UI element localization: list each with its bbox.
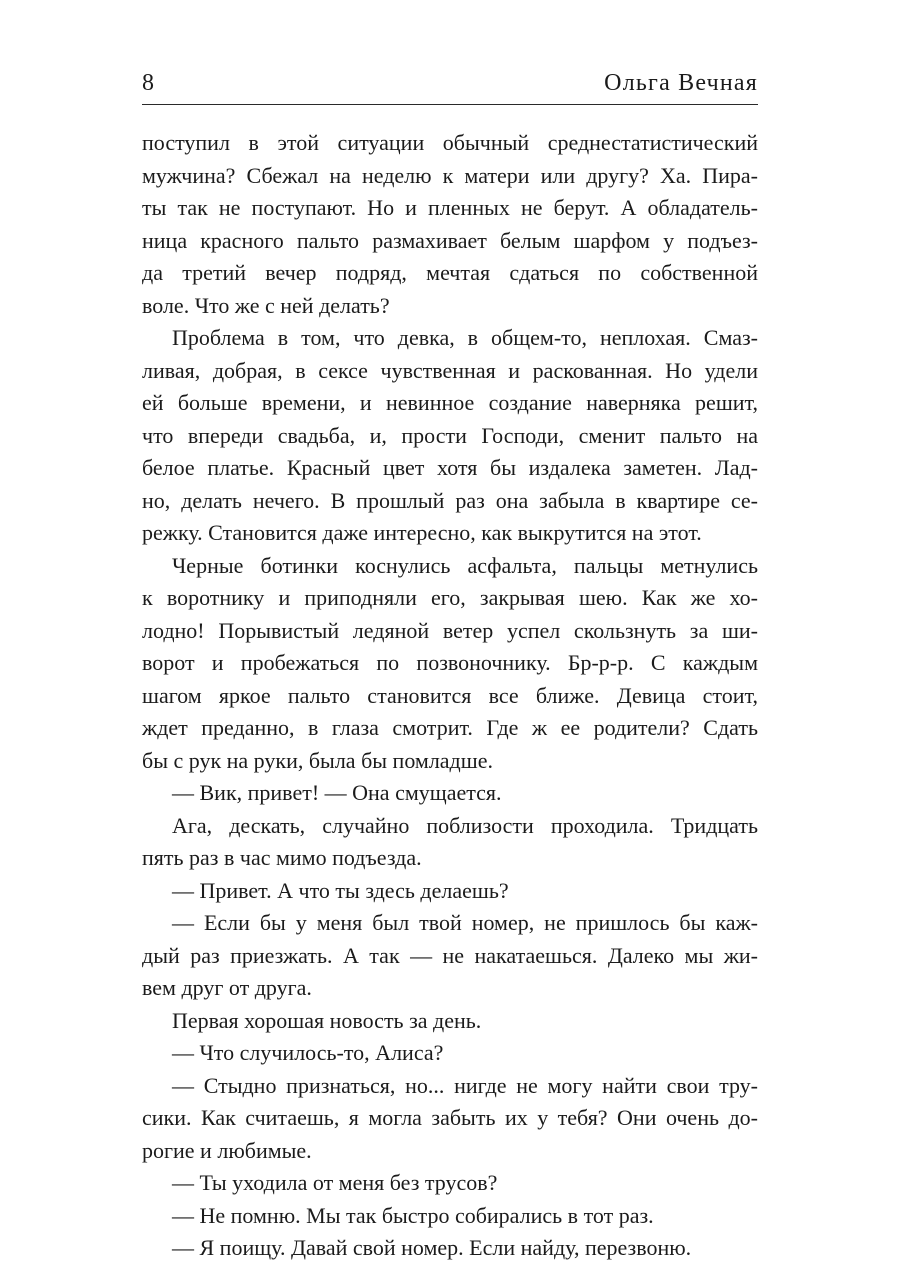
text-line: белое платье. Красный цвет хотя бы издалека заметен. Лад- [142, 455, 758, 480]
text-line: дый раз приезжать. А так — не накатаешься. Далеко мы жи- [142, 942, 758, 968]
running-header-author: Ольга Вечная [604, 70, 758, 96]
body-text [142, 127, 758, 1265]
text-line: ливая, добрая, в сексе чувственная и раскованная. Но удели [142, 357, 758, 383]
text-line: Черные ботинки коснулись асфальта, пальцы метнулись [172, 552, 758, 578]
text-line: но, делать нечего. В прошлый раз она забыла в квартире се- [142, 487, 758, 513]
text-line: ей больше времени, и невинное создание наверняка решит, [142, 390, 758, 415]
page-number: 8 [142, 70, 154, 96]
text-line: ница красного пальто размахивает белым шарфом у подъез- [142, 227, 758, 253]
text-line: — Что случилось-то, Алиса? [172, 1040, 444, 1065]
text-line: ворот и пробежаться по позвоночнику. Бр-р-р. С каждым [142, 650, 758, 675]
book-page [142, 0, 758, 1260]
running-header [142, 64, 758, 105]
text-line: — Привет. А что ты здесь делаешь? [172, 877, 509, 903]
text-line: мужчина? Сбежал на неделю к матери или другу? Ха. Пира- [142, 162, 758, 188]
text-line: — Не помню. Мы так быстро собирались в тот раз. [172, 1202, 654, 1228]
text-line: к воротнику и приподняли его, закрывая шею. Как же хо- [142, 585, 758, 610]
text-line: Проблема в том, что девка, в общем-то, неплохая. Смаз- [172, 325, 758, 350]
text-line: поступил в этой ситуации обычный среднестатистический [142, 130, 758, 155]
text-line: вем друг от друга. [142, 975, 312, 1000]
text-line: лодно! Порывистый ледяной ветер успел скользнуть за ши- [142, 617, 758, 643]
text-line: Первая хорошая новость за день. [172, 1007, 482, 1033]
text-line: — Если бы у меня был твой номер, не пришлось бы каж- [172, 910, 758, 935]
text-line: Ага, дескать, случайно поблизости проходила. Тридцать [172, 812, 758, 838]
text-line: пять раз в час мимо подъезда. [142, 845, 422, 870]
text-line: — Стыдно признаться, но... нигде не могу найти свои тру- [172, 1072, 758, 1098]
text-line: ты так не поступают. Но и пленных не берут. А обладатель- [142, 195, 758, 220]
text-line: ждет преданно, в глаза смотрит. Где ж ее родители? Сдать [142, 715, 758, 740]
text-line: воле. Что же с ней делать? [142, 292, 390, 318]
text-line: бы с рук на руки, была бы помладше. [142, 747, 493, 773]
text-line: да третий вечер подряд, мечтая сдаться по собственной [142, 260, 758, 285]
text-line: режку. Становится даже интересно, как выкрутится на этот. [142, 520, 702, 545]
text-line: рогие и любимые. [142, 1137, 312, 1163]
text-line: — Ты уходила от меня без трусов? [172, 1170, 498, 1195]
text-line: что впереди свадьба, и, прости Господи, сменит пальто на [142, 422, 758, 448]
text-line: шагом яркое пальто становится все ближе. Девица стоит, [142, 682, 758, 708]
text-line: — Я поищу. Давай свой номер. Если найду, перезвоню. [172, 1235, 692, 1260]
text-line: сики. Как считаешь, я могла забыть их у тебя? Они очень до- [142, 1105, 758, 1130]
text-line: — Вик, привет! — Она смущается. [172, 780, 502, 805]
